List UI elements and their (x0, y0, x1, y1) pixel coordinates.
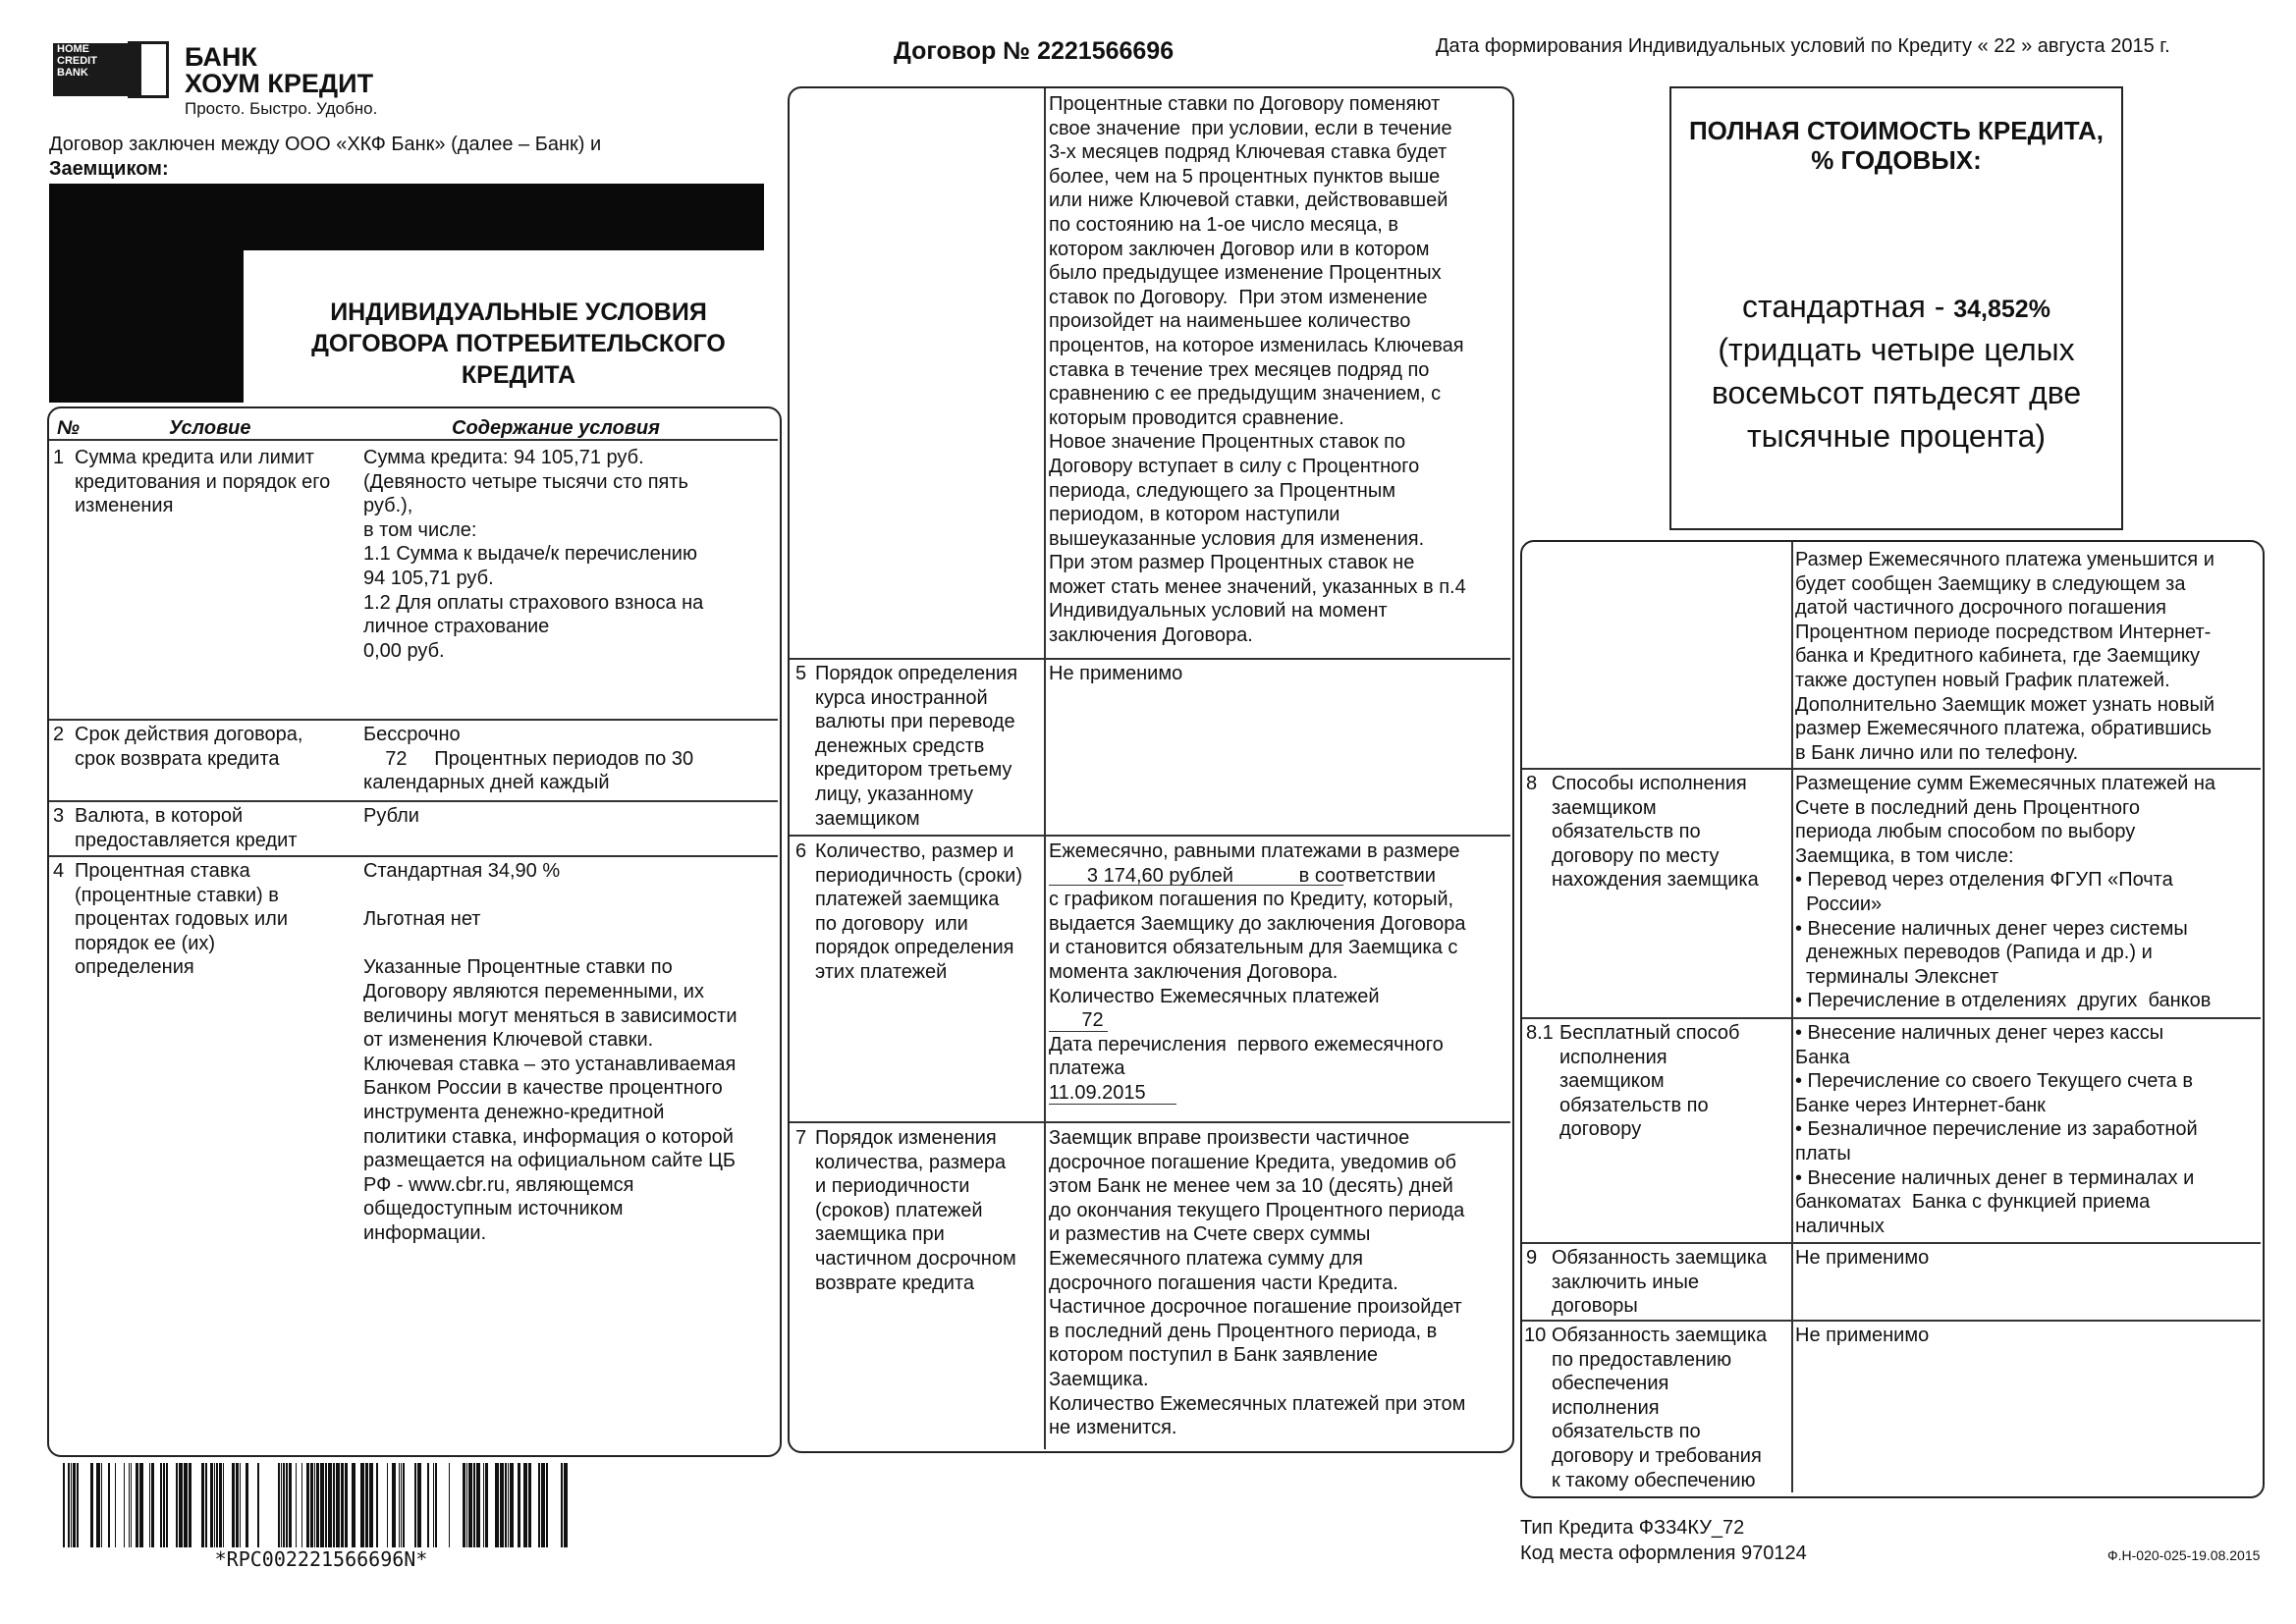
row-content: Не применимо (1795, 1247, 1930, 1269)
barcode-bar (538, 1463, 540, 1547)
row-number: 3 (53, 805, 65, 827)
barcode-bar (278, 1463, 280, 1547)
barcode-bar (96, 1463, 100, 1547)
barcode-bar (473, 1463, 475, 1547)
barcode-bar (68, 1463, 70, 1547)
barcode-bar (495, 1463, 499, 1547)
barcode-bar (360, 1463, 364, 1547)
barcode-bar (325, 1463, 327, 1547)
row-number: 8.1 (1526, 1022, 1554, 1044)
contract-number: Договор № 2221566696 (894, 37, 1175, 65)
bank-name-line2: ХОУМ КРЕДИТ (185, 69, 374, 98)
barcode-bar (316, 1463, 319, 1547)
barcode-bar (463, 1463, 465, 1547)
full-cost-words: (тридцать четыре целых восемьсот пятьдесят две тысячные процента) (1711, 332, 2082, 454)
barcode-bar (131, 1463, 132, 1547)
barcode-bar (129, 1463, 130, 1547)
barcode-bar (301, 1463, 302, 1547)
row-number: 1 (53, 447, 65, 468)
bank-logo-tower-icon (128, 41, 169, 98)
col-header-condition: Условие (169, 417, 251, 439)
row-number: 2 (53, 724, 65, 745)
row-content-continuation: Процентные ставки по Договору поменяют свое значение при условии, если в течение 3-х месяцев подряд Ключевая ставка будет более, чем на 5 процентных пунктов выше или ниже Ключевой ставки, действовавшей по состоянию на 1-ое число месяца, в котором заключен Договор или в котором было предыдущее изменение Процентных ставок по Договору. При этом изменение произойдет на наименьшее количество процентов, на которое изменилась Ключевая ставка в течение трех месяцев подряд по сравнению с ее предыдущим значением, с которым проводится сравнение. Новое значение Процентных ставок по Договору вступает в силу с Процентного периода, следующего за Процентным периодом, в котором наступили вышеуказанные условия для изменения. При этом размер Процентных ставок не может стать менее значений, указанных в п.4 Индивидуальных условий на момент заключения Договора. (1049, 93, 1466, 647)
row-content: • Внесение наличных денег через кассы Банка • Перечисление со своего Текущего счета в Банке через Интернет-банк • Безналичное перечисление из заработной платы • Внесение наличных денег в терминалах и банкоматах Банка с функцией приема наличных (1795, 1022, 2198, 1237)
row-condition: Процентная ставка (процентные ставки) в процентах годовых или порядок ее (их) определения (75, 860, 288, 979)
column-divider (1044, 88, 1046, 1449)
barcode-bar (387, 1463, 388, 1547)
barcode-bar (246, 1463, 248, 1547)
barcode-bar (149, 1463, 150, 1547)
barcode-bar (528, 1463, 531, 1547)
barcode-bar (151, 1463, 154, 1547)
fill-underline (1049, 885, 1343, 886)
barcode-bar (476, 1463, 480, 1547)
full-cost-standard (1669, 287, 2123, 329)
credit-type: Тип Кредита ФЗ34КУ_72 (1520, 1517, 1745, 1539)
barcode-bar (257, 1463, 259, 1547)
barcode-bar (401, 1463, 402, 1547)
row-condition: Обязанность заемщика по предоставлению обеспечения исполнения обязательств по договору и требования к такому обеспечению (1552, 1325, 1768, 1491)
barcode-bar (314, 1463, 315, 1547)
barcode-bar (320, 1463, 324, 1547)
row-condition: Обязанность заемщика заключить иные договоры (1552, 1247, 1768, 1318)
intro-line1: Договор заключен между ООО «ХКФ Банк» (далее – Банк) и (49, 134, 602, 155)
barcode-bar (176, 1463, 178, 1547)
place-code: Код места оформления 970124 (1520, 1543, 1807, 1564)
row-content: Стандартная 34,90 % Льготная нет Указанные Процентные ставки по Договору являются переменными, их величины могут меняться в зависимости от изменения Ключевой ставки. Ключевая ставка – это устанавливаемая Банком России в качестве процентного инструмента денежно-кредитной политики ставка, информация о которой размещается на официальном сайте ЦБ РФ - www.cbr.ru, являющемся общедоступным источником информации. (363, 860, 738, 1244)
row-content: Бессрочно 72 Процентных периодов по 30 календарных дней каждый (363, 724, 694, 794)
barcode-bar (205, 1463, 207, 1547)
barcode-bar (392, 1463, 396, 1547)
barcode-bar (365, 1463, 368, 1547)
barcode-bar (101, 1463, 102, 1547)
row-divider (49, 719, 778, 721)
barcode-bar (210, 1463, 213, 1547)
barcode-bar (236, 1463, 239, 1547)
row-content-continuation: Размер Ежемесячного платежа уменьшится и будет сообщен Заемщику в следующем за датой частичного досрочного погашения Процентном периоде посредством Интернет- банка и Кредитного кабинета, где Заемщику также доступен новый График платежей. Дополнительно Заемщик может узнать новый размер Ежемесячного платежа, обратившись в Банк лично или по телефону. (1795, 549, 2215, 764)
bank-slogan: Просто. Быстро. Удобно. (185, 99, 378, 118)
row-content: Не применимо (1049, 663, 1183, 684)
row-content: Сумма кредита: 94 105,71 руб. (Девяносто четыре тысячи сто пять руб.), в том числе: 1.1 Сумма к выдаче/к перечислению 94 105,71 руб. 1.2 Для оплаты страхового взноса на личное страхование 0,00 руб. (363, 447, 704, 662)
row-divider (1522, 1242, 2261, 1244)
barcode-bar (417, 1463, 421, 1547)
barcode-bar (166, 1463, 168, 1547)
row-content: Ежемесячно, равными платежами в размере 3 174,60 рублей в соответствии с графиком погашения по Кредиту, который, выдается Заемщику до заключения Договора и становится обязательным для Заемщика с момента заключения Договора. Количество Ежемесячных платежей 72 Дата перечисления первого ежемесячного платежа 11.09.2015 (1049, 840, 1466, 1104)
logo-text-line: HOME (57, 43, 89, 55)
full-cost-title: ПОЛНАЯ СТОИМОСТЬ КРЕДИТА, % ГОДОВЫХ: (1688, 116, 2105, 175)
barcode-bar (286, 1463, 288, 1547)
barcode-bar (376, 1463, 378, 1547)
barcode-bar (63, 1463, 65, 1547)
row-content: Заемщик вправе произвести частичное досрочное погашение Кредита, уведомив об этом Банк не менее чем за 10 (десять) дней до окончания текущего Процентного периода и разместив на Счете сверх суммы Ежемесячного платежа сумму для досрочного погашения части Кредита. Частичное досрочное погашение произойдет в последний день Процентного периода, в котором поступил в Банк заявление Заемщика. Количество Ежемесячных платежей при этом не изменится. (1049, 1127, 1466, 1439)
fill-underline (1049, 1031, 1108, 1032)
row-content: Размещение сумм Ежемесячных платежей на Счете в последний день Процентного периода любым способом по выбору Заемщика, в том числе: • Перевод через отделения ФГУП «Почта России» • Внесение наличных денег через системы денежных переводов (Рапида и др.) и терминалы Элекснет • Перечисление в отделениях других банков (1795, 773, 2216, 1012)
barcode-bar (108, 1463, 110, 1547)
barcode-bar (500, 1463, 504, 1547)
barcode-bar (523, 1463, 527, 1547)
intro-line2: Заемщиком: (49, 158, 169, 180)
row-divider (49, 439, 778, 441)
barcode-bar (139, 1463, 143, 1547)
barcode-bar (336, 1463, 340, 1547)
row-number: 6 (795, 840, 807, 862)
row-condition: Способы исполнения заемщиком обязательств по договору по месту нахождения заемщика (1552, 773, 1759, 892)
barcode-bar (345, 1463, 348, 1547)
barcode-bar (561, 1463, 563, 1547)
bank-name-line1: БАНК (185, 42, 257, 72)
row-number: 9 (1526, 1247, 1538, 1269)
barcode-bar (485, 1463, 488, 1547)
barcode-bar (449, 1463, 450, 1547)
col-header-no: № (57, 417, 80, 439)
barcode-bar (189, 1463, 191, 1547)
barcode-bar (115, 1463, 116, 1547)
barcode-bar (214, 1463, 215, 1547)
row-content: Рубли (363, 805, 419, 827)
row-condition: Срок действия договора, срок возврата кредита (75, 724, 303, 770)
document-title: ИНДИВИДУАЛЬНЫЕ УСЛОВИЯ ДОГОВОРА ПОТРЕБИТЕЛЬСКОГО КРЕДИТА (311, 298, 726, 389)
barcode-bar (296, 1463, 297, 1547)
row-condition: Порядок изменения количества, размера и периодичности (сроков) платежей заемщика при частичном досрочном возврате кредита (815, 1127, 1016, 1294)
barcode-bar (369, 1463, 373, 1547)
barcode-bar (433, 1463, 434, 1547)
row-number: 5 (795, 663, 807, 684)
barcode (61, 1463, 581, 1549)
row-divider (790, 658, 1510, 660)
barcode-bar (281, 1463, 282, 1547)
row-number: 7 (795, 1127, 807, 1149)
row-divider (790, 1121, 1510, 1123)
barcode-bar (184, 1463, 188, 1547)
row-condition: Сумма кредита или лимит кредитования и порядок его изменения (75, 447, 331, 517)
barcode-bar (403, 1463, 405, 1547)
row-divider (1522, 768, 2261, 770)
row-divider (1522, 1017, 2261, 1019)
barcode-bar (468, 1463, 472, 1547)
barcode-bar (546, 1463, 548, 1547)
logo-text-line: BANK (57, 67, 88, 79)
barcode-bar (289, 1463, 292, 1547)
row-number: 4 (53, 860, 65, 882)
formation-date: Дата формирования Индивидуальных условий по Кредиту « 22 » августа 2015 г. (1436, 35, 2170, 57)
row-number: 8 (1526, 773, 1538, 794)
barcode-bar (310, 1463, 313, 1547)
redaction-block (49, 184, 764, 250)
barcode-bar (427, 1463, 429, 1547)
full-cost-value: 34,852% (1953, 296, 2050, 323)
barcode-bar (518, 1463, 520, 1547)
row-content: Не применимо (1795, 1325, 1930, 1346)
barcode-bar (505, 1463, 507, 1547)
row-condition: Бесплатный способ исполнения заемщиком обязательств по договору (1559, 1022, 1740, 1141)
barcode-bar (435, 1463, 437, 1547)
barcode-bar (333, 1463, 335, 1547)
barcode-bar (90, 1463, 93, 1547)
barcode-bar (77, 1463, 79, 1547)
row-condition: Количество, размер и периодичность (сроки) платежей заемщика по договору или порядок определения этих платежей (815, 840, 1022, 983)
barcode-bar (399, 1463, 400, 1547)
barcode-bar (352, 1463, 355, 1547)
barcode-text: *RPC002221566696N* (214, 1547, 428, 1571)
barcode-bar (466, 1463, 467, 1547)
barcode-bar (240, 1463, 241, 1547)
barcode-bar (341, 1463, 344, 1547)
barcode-bar (163, 1463, 165, 1547)
barcode-bar (414, 1463, 416, 1547)
row-number: 10 (1524, 1325, 1547, 1346)
col-header-content: Содержание условия (452, 417, 660, 439)
row-divider (790, 835, 1510, 837)
row-divider (1522, 1320, 2261, 1322)
barcode-bar (219, 1463, 222, 1547)
barcode-bar (510, 1463, 514, 1547)
barcode-bar (306, 1463, 309, 1547)
logo-text-line: CREDIT (57, 55, 97, 67)
barcode-bar (124, 1463, 125, 1547)
full-cost-label: стандартная - (1742, 289, 1954, 324)
row-condition: Валюта, в которой предоставляется кредит (75, 805, 298, 851)
barcode-bar (71, 1463, 72, 1547)
barcode-bar (179, 1463, 183, 1547)
barcode-bar (328, 1463, 332, 1547)
barcode-bar (232, 1463, 235, 1547)
form-code: Ф.Н-020-025-19.08.2015 (2107, 1547, 2261, 1563)
barcode-bar (283, 1463, 285, 1547)
row-condition: Порядок определения курса иностранной валюты при переводе денежных средств кредитором третьему лицу, указанному заемщиком (815, 663, 1018, 830)
barcode-bar (541, 1463, 545, 1547)
barcode-bar (201, 1463, 204, 1547)
row-divider (49, 800, 778, 802)
row-divider (49, 855, 778, 857)
barcode-bar (564, 1463, 568, 1547)
barcode-bar (73, 1463, 76, 1547)
redaction-block (49, 249, 244, 403)
fill-underline (1049, 1104, 1176, 1105)
barcode-bar (223, 1463, 224, 1547)
barcode-bar (216, 1463, 218, 1547)
barcode-bar (508, 1463, 509, 1547)
barcode-bar (483, 1463, 484, 1547)
barcode-bar (136, 1463, 138, 1547)
bank-logo-mark (53, 43, 128, 96)
barcode-bar (160, 1463, 162, 1547)
